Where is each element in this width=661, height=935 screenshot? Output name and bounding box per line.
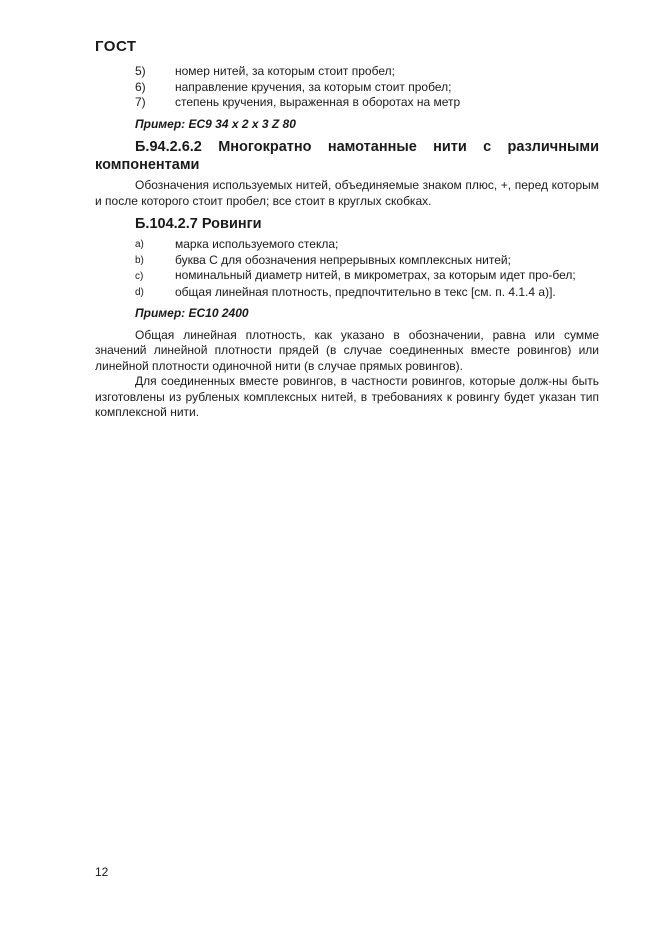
list-item — [95, 237, 599, 253]
list-item-letter: d) — [135, 286, 144, 298]
section-paragraph: Обозначения используемых нитей, объединяемые знаком плюс, +, перед которым и после которого стоит пробел; все стоит в круглых скобках. — [95, 178, 599, 208]
section-heading-rovings: Б.104.2.7 Ровинги — [135, 216, 262, 232]
page-content — [95, 64, 599, 421]
list-item — [95, 64, 599, 80]
list-item-letter: b) — [135, 254, 144, 266]
section-paragraph: Общая линейная плотность, как указано в обозначении, равна или сумме значений линейной плотности прядей (в случае соединенных вместе ровингов) или линейной плотности одиночной нити (в случае прямых ровингов). — [95, 327, 599, 373]
list-item — [95, 253, 599, 269]
header-title: ГОСТ — [95, 38, 137, 55]
example-2: Пример: EC10 2400 — [135, 306, 249, 320]
list-item-text: общая линейная плотность, предпочтительно в текс [см. п. 4.1.4 а)]. — [175, 284, 556, 299]
list-item-text: номинальный диаметр нитей, в микрометрах, за которым идет про-бел; — [175, 268, 576, 282]
list-item-text: номер нитей, за которым стоит пробел; — [175, 64, 395, 78]
list-item-number: 7) — [135, 95, 146, 109]
list-item — [95, 80, 599, 96]
page-number: 12 — [95, 865, 109, 879]
section-paragraph: Для соединенных вместе ровингов, в частности ровингов, которые долж-ны быть изготовлены из рубленых комплексных нитей, в требованиях к ровингу будет указан тип комплексной нити. — [95, 374, 599, 419]
list-item-letter: a) — [135, 239, 144, 250]
list-item-letter: c) — [135, 271, 144, 282]
list-item — [95, 95, 599, 111]
list-item-number: 6) — [135, 79, 146, 94]
list-item-text: буква С для обозначения непрерывных комплексных нитей; — [175, 252, 511, 267]
list-item-text: направление кручения, за которым стоит пробел; — [175, 79, 452, 94]
section-heading-multiwound: Б.94.2.6.2 Многократно намотанные нити с различными компонентами — [95, 139, 599, 173]
list-item-text: марка используемого стекла; — [175, 237, 339, 251]
list-item — [95, 268, 599, 285]
example-1: Пример: EC9 34 x 2 x 3 Z 80 — [135, 116, 296, 131]
list-item — [95, 285, 599, 301]
list-item-number: 5) — [135, 64, 146, 78]
list-item-text: степень кручения, выраженная в оборотах на метр — [175, 95, 461, 109]
